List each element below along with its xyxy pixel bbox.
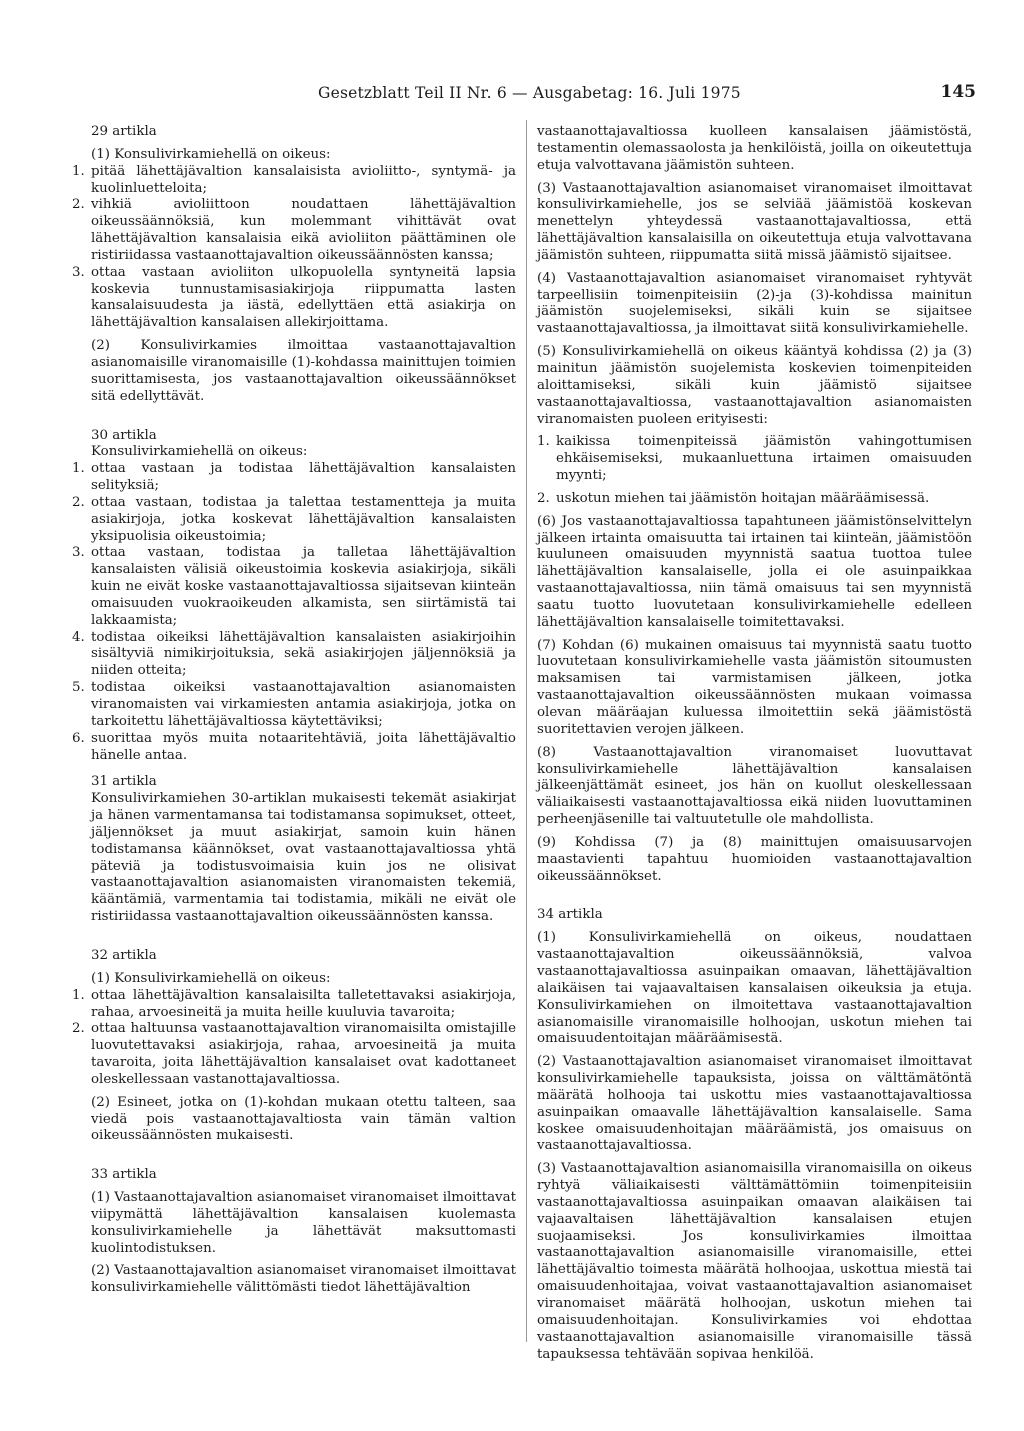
item-number: 1.: [72, 987, 85, 1003]
item-text: uskotun miehen tai jäämistön hoitajan määräämisessä.: [556, 490, 930, 506]
article-heading: 31 artikla: [91, 774, 157, 790]
item-text: ottaa haltuunsa vastaanottajavaltion viranomaisilta omistajille luovutettavaksi asiakirjoja, rahaa, arvoesineitä ja muita tavaroita, joita lähettäjävaltion kansalaiset ovat kadottaneet oleskellessaan vastanottajavaltiossa.: [91, 1021, 516, 1087]
item-number: 1.: [72, 461, 85, 477]
list-item: [72, 461, 516, 495]
right-column: [537, 124, 972, 1363]
paragraph: (7) Kohdan (6) mukainen omaisuus tai myynnistä saatu tuotto luovutetaan konsulivirkamiehelle vasta jäämistön sitoumusten maksamisen tai varmistamisen jälkeen, jotka vastaanottajavaltion oikeussäännösten mukaan voimassa olevan määräajan kuluessa ilmoitettiin sekä jäämistöstä suoritettavien verojen jälkeen.: [537, 637, 972, 737]
paragraph: (1) Vastaanottajavaltion asianomaiset viranomaiset ilmoittavat viipymättä lähettäjävaltion kansalaisen kuolemasta konsulivirkamiehelle ja lähettävät maksuttomasti kuolintodistuksen.: [91, 1190, 516, 1256]
paragraph: vastaanottajavaltiossa kuolleen kansalaisen jäämistöstä, testamentin olemassaolosta ja henkilöistä, joilla on oikeutettuja etuja valvottavana jäämistön suhteen.: [537, 124, 972, 173]
item-number: 6.: [72, 730, 85, 746]
paragraph: (8) Vastaanottajavaltion viranomaiset luovuttavat konsulivirkamiehelle lähettäjävaltion kansalaisen jälkeenjättämät esineet, jos hän on kuollut oleskellessaan väliaikaisesti vastaanottajavaltiossa eikä niiden luovuttaminen perheenjäsenille tai valtuutetulle ole mahdollista.: [537, 744, 972, 828]
item-text: ottaa lähettäjävaltion kansalaisilta talletettavaksi asiakirjoja, rahaa, arvoesineitä ja muita heille kuuluvia tavaroita;: [91, 987, 516, 1020]
item-text: ottaa vastaan ja todistaa lähettäjävaltion kansalaisten selityksiä;: [91, 461, 516, 494]
item-text: todistaa oikeiksi lähettäjävaltion kansalaisten asiakirjoihin sisältyviä nimikirjoituksia, sekä asiakirjojen jäljennöksiä ja niiden otteita;: [91, 629, 516, 679]
list-item: [72, 264, 516, 332]
item-text: ottaa vastaan, todistaa ja talletaa lähettäjävaltion kansalaisten välisiä oikeustoimia koskevia asiakirjoja, sikäli kuin ne eivät koske vastaanottajavaltiossa sijaitsevan kiinteän omaisuuden vuokraoikeuden alkamista, sen siirtämistä tai lakkaamista;: [91, 545, 516, 628]
article-heading: 33 artikla: [91, 1167, 157, 1183]
paragraph: Konsulivirkamiehellä on oikeus:: [91, 444, 308, 460]
paragraph: (1) Konsulivirkamiehellä on oikeus:: [91, 146, 331, 162]
item-number: 1.: [72, 163, 85, 179]
paragraph: (2) Vastaanottajavaltion asianomaiset viranomaiset ilmoittavat konsulivirkamiehelle tapauksista, joissa on välttämätöntä määrätä holhooja tai uskottu mies vastaanottajavaltiossa asuinpaikan omaavalle lähettäjävaltion kansalaiselle. Sama koskee omaisuudenhoitajan määräämistä, jos omaisuus on vastaanottajavaltiossa.: [537, 1054, 972, 1154]
article-heading: 29 artikla: [91, 124, 157, 139]
paragraph: (9) Kohdissa (7) ja (8) mainittujen omaisuusarvojen maastavienti tapahtuu huomioiden vastaanottajavaltion oikeussäännökset.: [537, 834, 972, 884]
paragraph: (3) Vastaanottajavaltion asianomaisilla viranomaisilla on oikeus ryhtyä väliaikaisesti välttämättömiin toimenpiteisiin vastaanottajavaltiossa asuinpaikan omaavan alaikäisen tai vajaavaltaisen lähettäjävaltion kansalaisen etujen suojaamiseksi. Jos konsulivirkamies ilmoittaa vastaanottajavaltion asianomaisille viranomaisille, ettei lähettäjävaltio toimesta määrätä holhoojaa, uskottua miestä tai omaisuudenhoitajaa, voivat vastaanottajavaltion asianomaiset viranomaiset määrätä holhoojan, uskotun miehen tai omaisuudenhoitajan. Konsulivirkamies voi ehdottaa vastaanottajavaltion asianomaisille viranomaisille tässä tapauksessa tehtävään sopivaa henkilöä.: [537, 1161, 972, 1362]
article-heading: 34 artikla: [537, 907, 603, 923]
paragraph: (2) Konsulivirkamies ilmoittaa vastaanottajavaltion asianomaisille viranomaisille (1)-kohdassa mainittujen toimien suorittamisesta, jos vastaanottajavaltion oikeussäännökset sitä edellyttävät.: [91, 338, 516, 404]
paragraph: (2) Esineet, jotka on (1)-kohdan mukaan otettu talteen, saa viedä pois vastaanottajavaltiosta vain tämän valtion oikeussäännösten mukaisesti.: [91, 1094, 516, 1144]
item-text: ottaa vastaan avioliiton ulkopuolella syntyneitä lapsia koskevia tunnustamisasiakirjoja riippumatta lasten kansalaisuudesta ja iästä, edellyttäen että asiakirja on lähettäjävaltion kansalaisen allekirjoittama.: [91, 264, 516, 331]
item-text: ottaa vastaan, todistaa ja talettaa testamentteja ja muita asiakirjoja, jotka koskevat lähettäjävaltion kansalaisten yksipuolisia oikeustoimia;: [91, 494, 516, 544]
item-number: 4.: [72, 629, 85, 645]
list-item: [72, 730, 516, 765]
list-item: [72, 987, 516, 1022]
item-number: 2.: [72, 494, 85, 510]
list-item: [72, 494, 516, 546]
list-item: [537, 434, 972, 485]
list-item: [72, 163, 516, 198]
item-number: 3.: [72, 264, 85, 280]
paragraph: (6) Jos vastaanottajavaltiossa tapahtuneen jäämistönselvittelyn jälkeen irtainta omaisuutta tai irtainen tai kiinteän, jäämistöön kuuluneen omaisuuden myynnistä saatua tuottoa tulee lähettäjävaltion kansalaiselle, jolla ei ole asuinpaikkaa vastaanottajavaltiossa, niin tämä omaisuus tai sen myynnistä saatu tuotto luovutetaan konsulivirkamiehelle edelleen lähettäjävaltion kansalaiselle toimitettavaksi.: [537, 513, 972, 630]
running-header: Gesetzblatt Teil II Nr. 6 — Ausgabetag: 16. Juli 1975: [318, 84, 741, 102]
column-divider: [526, 120, 527, 1342]
list-item: [72, 545, 516, 629]
paragraph: (1) Konsulivirkamiehellä on oikeus, noudattaen vastaanottajavaltion oikeussäännöksiä, valvoa vastaanottajavaltiossa asuinpaikan omaavan, lähettäjävaltion alaikäisen tai vajaavaltaisen kansalaisen oikeuksia ja etuja. Konsulivirkamiehen on ilmoitettava vastaanottajavaltion asianomaisille viranomaisille holhoojan, uskotun miehen tai omaisuudentoitajan määräämisestä.: [537, 930, 972, 1047]
item-number: 5.: [72, 680, 85, 696]
list-item: [72, 1021, 516, 1088]
item-text: vihkiä avioliittoon noudattaen lähettäjävaltion oikeussäännöksiä, kun molemmant vihittävät ovat lähettäjävaltion kansalaisia eikä avioliiton päättäminen ole ristiriidassa vastaanottajavaltion oikeussäännösten kanssa;: [91, 197, 516, 263]
list-item: [72, 629, 516, 681]
item-text: pitää lähettäjävaltion kansalaisista avioliitto-, syntymä- ja kuolinluetteloita;: [91, 163, 516, 196]
paragraph: (2) Vastaanottajavaltion asianomaiset viranomaiset ilmoittavat konsulivirkamiehelle välittömästi tiedot lähettäjävaltion: [91, 1263, 516, 1296]
paragraph: (5) Konsulivirkamiehellä on oikeus kääntyä kohdissa (2) ja (3) mainitun jäämistön suojelemista koskevien toimenpiteiden aloittamiseksi, sikäli kuin jäämistö sijaitsee vastaanottajavaltiossa, vastaanottajavaltion asianomaisten viranomaisten puoleen erityisesti:: [537, 344, 972, 427]
item-text: suorittaa myös muita notaaritehtäviä, joita lähettäjävaltio hänelle antaa.: [91, 730, 516, 763]
paragraph: (4) Vastaanottajavaltion asianomaiset viranomaiset ryhtyvät tarpeellisiin toimenpiteisiin (2)-ja (3)-kohdissa mainitun jäämistön suojelemiseksi, sikäli kuin se sijaitsee vastaanottajavaltiossa, ja ilmoittavat siitä konsulivirkamiehelle.: [537, 270, 972, 337]
paragraph: Konsulivirkamiehen 30-artiklan mukaisesti tekemät asiakirjat ja hänen varmentamansa tai todistamansa sopimukset, otteet, jäljennökset ja muut asiakirjat, samoin kuin hänen todistamansa käännökset, ovat vastaanottajavaltiossa yhtä päteviä ja todistusvoimaisia kuin jos ne olisivat vastaanottajavaltion asianomaisten viranomaisten tekemiä, kääntämiä, varmentamia tai todistamia, mikäli ne eivät ole ristiriidassa vastaanottajavaltion oikeussäännösten kanssa.: [91, 791, 516, 925]
item-text: kaikissa toimenpiteissä jäämistön vahingottumisen ehkäisemiseksi, mukaanluettuna irtaimen omaisuuden myynti;: [556, 434, 972, 484]
paragraph: (3) Vastaanottajavaltion asianomaiset viranomaiset ilmoittavat konsulivirkamiehelle, jos se selviää jäämistöä koskevan menettelyn yhteydessä vastaanottajavaltiossa, että lähettäjävaltion kansalaisilla on oikeutettuja etuja valvottavana jäämistön suhteen, riippumatta siitä missä jäämistö sijaitsee.: [537, 180, 972, 263]
item-number: 1.: [537, 434, 550, 450]
item-number: 2.: [72, 197, 85, 213]
page-number: 145: [940, 82, 976, 102]
list-item: [72, 680, 516, 731]
article-heading: 30 artikla: [91, 427, 157, 443]
item-number: 2.: [72, 1021, 85, 1037]
list-item: [537, 490, 972, 508]
item-number: 3.: [72, 545, 85, 561]
left-column: [72, 124, 516, 1297]
item-number: 2.: [537, 490, 550, 506]
list-item: [72, 197, 516, 264]
item-text: todistaa oikeiksi vastaanottajavaltion asianomaisten viranomaisten vai virkamiesten antamia asiakirjoja, jotka on tarkoitettu lähettäjävaltiossa käytettäviksi;: [91, 680, 516, 729]
article-heading: 32 artikla: [91, 947, 157, 963]
paragraph: (1) Konsulivirkamiehellä on oikeus:: [91, 970, 331, 986]
